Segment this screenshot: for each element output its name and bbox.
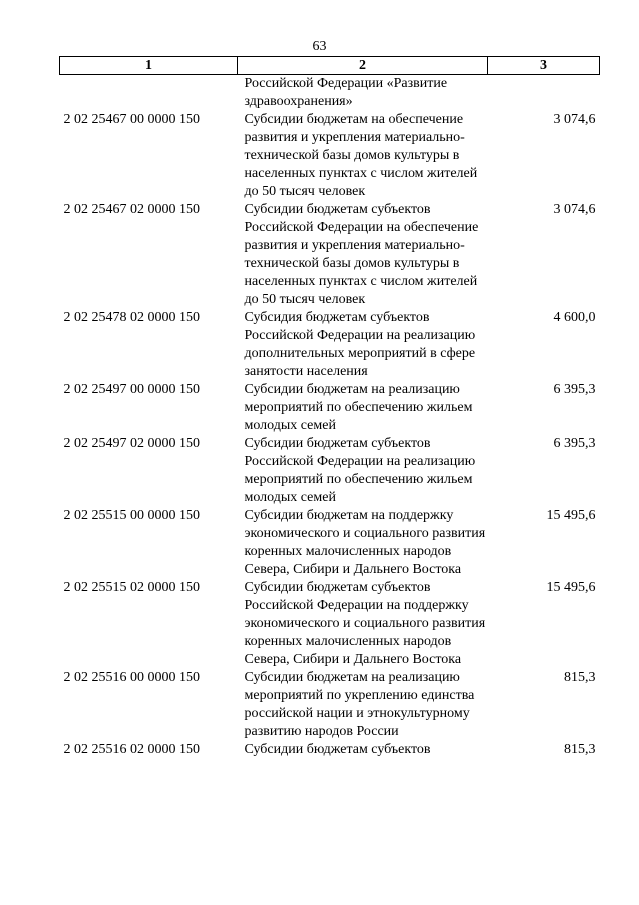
row-amount: 815,3 [564,670,596,685]
table-row [60,435,600,507]
column-header-3: 3 [488,57,600,75]
row-code: 2 02 25516 00 0000 150 [63,670,200,685]
row-code-empty [60,75,238,112]
page-number: 63 [312,39,327,54]
table-row [60,669,600,741]
row-amount: 3 074,6 [553,202,596,217]
budget-revenue-table [59,56,600,759]
row-amount: 15 495,6 [546,580,596,595]
row-description: Субсидии бюджетам на реализацию мероприятий по укреплению единства российской нации и этнокультурному развитию народов России [244,670,475,739]
column-header-1: 1 [60,57,238,75]
row-amount: 3 074,6 [553,112,596,127]
continuation-description: Российской Федерации «Развитие здравоохранения» [244,76,448,109]
table-row [60,381,600,435]
row-code: 2 02 25515 02 0000 150 [63,580,200,595]
table-row [60,741,600,759]
row-code: 2 02 25478 02 0000 150 [63,310,200,325]
row-amount: 6 395,3 [553,382,596,397]
row-description: Субсидии бюджетам субъектов Российской Федерации на поддержку экономического и социального развития коренных малочисленных народов Севера, Сибири и Дальнего Востока [244,580,486,667]
table-header-row [60,57,600,75]
continuation-row [60,75,600,112]
row-description: Субсидии бюджетам субъектов Российской Федерации на реализацию мероприятий по обеспечению жильем молодых семей [244,436,476,505]
row-code: 2 02 25497 02 0000 150 [63,436,200,451]
table-row [60,201,600,309]
row-code: 2 02 25515 00 0000 150 [63,508,200,523]
row-code: 2 02 25467 00 0000 150 [63,112,200,127]
row-amount-empty [488,75,600,112]
row-description: Субсидия бюджетам субъектов Российской Федерации на реализацию дополнительных мероприятий в сфере занятости населения [244,310,476,379]
table-row [60,579,600,669]
row-amount: 4 600,0 [553,310,596,325]
row-description: Субсидии бюджетам на поддержку экономического и социального развития коренных малочисленных народов Севера, Сибири и Дальнего Востока [244,508,486,577]
row-description: Субсидии бюджетам субъектов Российской Федерации на обеспечение развития и укрепления материально-технической базы домов культуры в населенных пунктах с числом жителей до 50 тысяч человек [244,202,479,307]
column-header-2: 2 [238,57,488,75]
row-description: Субсидии бюджетам субъектов [244,742,431,757]
row-code: 2 02 25467 02 0000 150 [63,202,200,217]
row-code: 2 02 25516 02 0000 150 [63,742,200,757]
row-description: Субсидии бюджетам на обеспечение развития и укрепления материально-технической базы домов культуры в населенных пунктах с числом жителей до 50 тысяч человек [244,112,478,199]
table-row [60,309,600,381]
row-amount: 815,3 [564,742,596,757]
table-row [60,111,600,201]
row-amount: 6 395,3 [553,436,596,451]
row-amount: 15 495,6 [546,508,596,523]
table-row [60,507,600,579]
row-description: Субсидии бюджетам на реализацию мероприятий по обеспечению жильем молодых семей [244,382,473,433]
row-code: 2 02 25497 00 0000 150 [63,382,200,397]
